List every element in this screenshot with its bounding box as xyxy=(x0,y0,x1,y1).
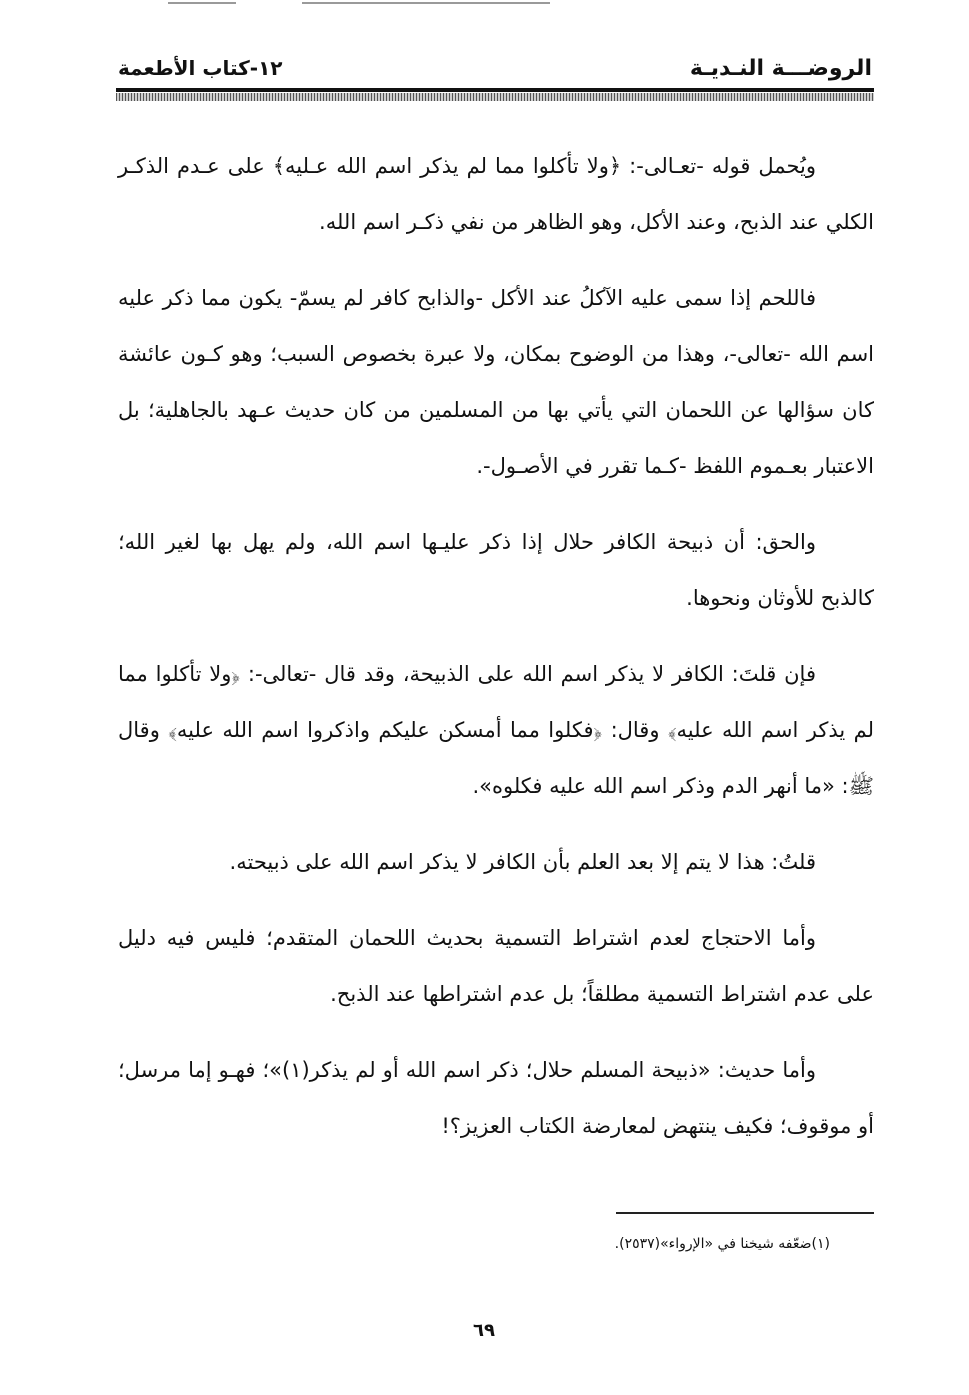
paragraph: قلتُ: هذا لا يتم إلا بعد العلم بأن الكافر لا يذكر اسم الله على ذبيحته. xyxy=(229,850,816,874)
page-number: ٦٩ xyxy=(473,1320,495,1341)
header-rule xyxy=(116,88,874,104)
paragraph: وأما الاحتجاج لعدم اشتراط التسمية بحديث اللحمان المتقدم؛ فليس فيه دليل على عدم اشتراط التسمية مطلقاً؛ بل عدم اشتراطها عند الذبح. xyxy=(118,926,874,1006)
paragraph: وأما حديث: «ذبيحة المسلم حلال؛ ذكر اسم الله أو لم يذكر(١)»؛ فهـو إما مرسل؛ أو موقوف؛ فكيف ينتهض لمعارضة الكتاب العزيز؟! xyxy=(118,1058,874,1138)
paragraph: فإن قلتَ: الكافر لا يذكر اسم الله على الذبيحة، وقد قال -تعالى-: ﴿ولا تأكلوا مما لم يذكر اسم الله عليه﴾ وقال: ﴿فكلوا مما أمسكن عليكم واذكروا اسم الله عليه﴾ وقال ﷺ: «ما أنهر الدم وذكر اسم الله عليه فكلوه». xyxy=(118,662,874,798)
scan-edge-line-right xyxy=(302,2,550,4)
paragraph: ويُحمل قوله -تعـالى-: ﴿ولا تأكلوا مما لم يذكر اسم الله عـليه﴾ على عـدم الذكـر الكلي عند الذبح، وعند الأكل، وهو الظاهر من نفي ذكـر اسم الله. xyxy=(118,154,874,234)
running-head-chapter-title: ١٢-كتاب الأطعمة xyxy=(118,56,283,80)
header-rule-thick xyxy=(116,88,874,92)
header-rule-hatched xyxy=(116,93,874,101)
footnote-separator xyxy=(616,1212,874,1214)
paragraph: والحق: أن ذبيحة الكافر حلال إذا ذكر عليـها اسم الله، ولم يهل بها لغير الله؛ كالذبح للأوثان ونحوها. xyxy=(118,530,874,610)
scan-edge-line-left xyxy=(168,2,236,4)
footnote: (١)ضعّفه شيخنا في «الإرواء»(٢٥٣٧). xyxy=(614,1236,830,1252)
main-text xyxy=(118,138,874,1174)
page-header xyxy=(118,50,872,90)
running-head-book-title: الروضـــة النـديـة xyxy=(689,56,872,81)
paragraph: فاللحم إذا سمى عليه الآكلُ عند الأكل -والذابح كافر لم يسمّ- يكون مما ذكر عليه اسم الله -تعالى-، وهذا من الوضوح بمكان، ولا عبرة بخصوص السبب؛ وهو كـون عائشة كان سؤالها عن اللحمان التي يأتي بها من المسلمين من كان حديث عـهد بالجاهلية؛ بل الاعتبار بعـموم اللفظ -كـما تقرر في الأصـول-. xyxy=(118,286,874,478)
